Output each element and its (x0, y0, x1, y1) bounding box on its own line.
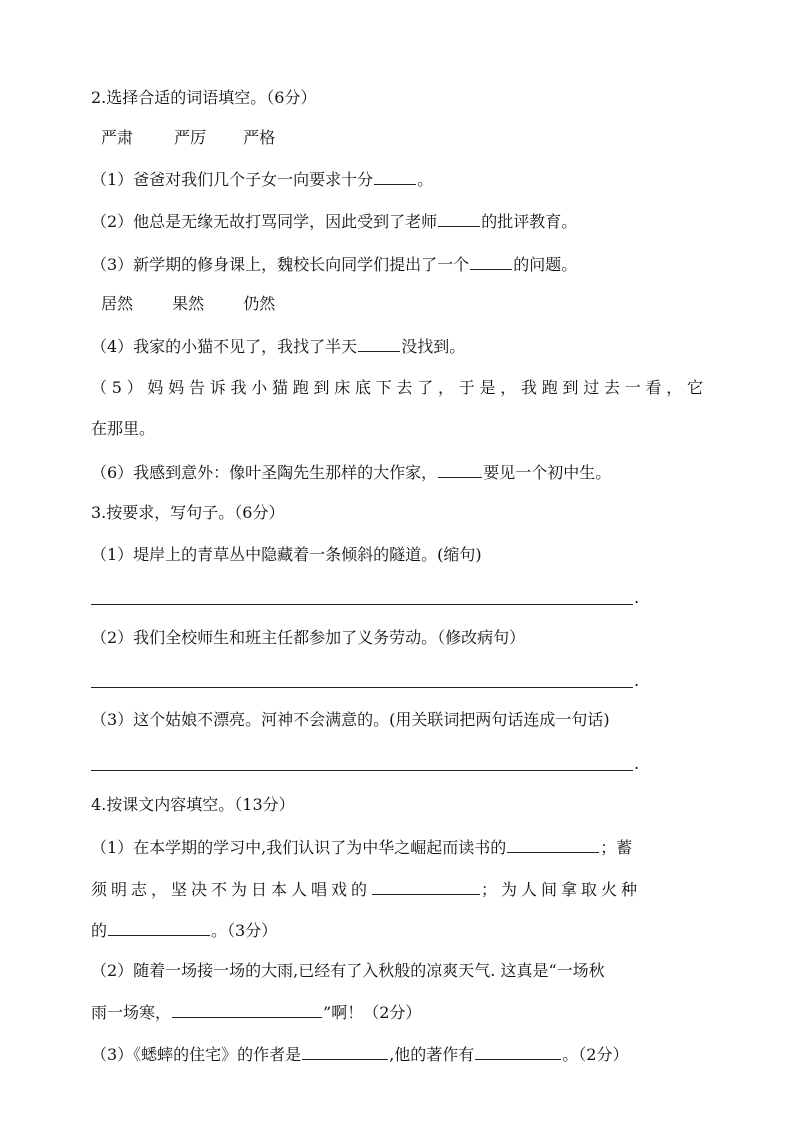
q4-item-1-line1: （1）在本学期的学习中,我们认识了为中华之崛起而读书的 ；蓄 (91, 838, 633, 857)
answer-blank[interactable] (302, 1043, 388, 1060)
answer-blank[interactable] (438, 210, 480, 227)
answer-blank[interactable] (372, 878, 480, 895)
q3-sentence-1: （1）堤岸上的青草丛中隐藏着一条倾斜的隧道。(缩句) (91, 545, 482, 564)
word-options-a (101, 127, 275, 149)
q2-item-3: （3）新学期的修身课上，魏校长向同学们提出了一个 的问题。 (91, 255, 578, 274)
q2-item-4: （4）我家的小猫不见了，我找了半天 没找到。 (91, 337, 466, 356)
q4-item-1-line2: 须明志，坚决不为日本人唱戏的 ；为人间拿取火种 (91, 880, 642, 899)
q2-title: 2.选择合适的词语填空。（6分） (91, 88, 317, 107)
q3-title: 3.按要求，写句子。（6分） (91, 503, 285, 522)
answer-line[interactable] (91, 770, 633, 771)
q4-title: 4.按课文内容填空。（13分） (91, 795, 295, 814)
end-mark: . (634, 588, 640, 607)
q2-item-5-line2: 在那里。 (91, 419, 156, 438)
answer-blank[interactable] (172, 1001, 322, 1018)
answer-blank[interactable] (470, 253, 512, 270)
word-option: 严厉 (174, 128, 207, 147)
answer-blank[interactable] (475, 1043, 561, 1060)
word-option: 严格 (243, 128, 276, 147)
q4-item-3: （3）《蟋蟀的住宅》的作者是 ,他的著作有 。（2分） (91, 1045, 629, 1064)
q3-sentence-3: （3）这个姑娘不漂亮。河神不会满意的。(用关联词把两句话连成一句话) (91, 710, 610, 729)
answer-blank[interactable] (358, 335, 400, 352)
q2-item-1: （1）爸爸对我们几个子女一向要求十分 。 (91, 170, 434, 189)
answer-blank[interactable] (108, 919, 210, 936)
word-option: 居然 (101, 294, 134, 313)
q4-item-1-line3: 的 。（3分） (91, 921, 278, 940)
answer-blank[interactable] (507, 836, 599, 853)
end-mark: . (634, 754, 640, 773)
q2-item-6: （6）我感到意外：像叶圣陶先生那样的大作家， 要见一个初中生。 (91, 463, 612, 482)
q4-item-2-line2: 雨一场寒， ”啊！（2分） (91, 1003, 422, 1022)
q4-item-2-line1: （2）随着一场接一场的大雨,已经有了入秋般的凉爽天气. 这真是“一场秋 (91, 961, 605, 980)
answer-blank[interactable] (374, 168, 416, 185)
q3-sentence-2: （2）我们全校师生和班主任都参加了义务劳动。（修改病句） (91, 628, 526, 647)
answer-line[interactable] (91, 604, 633, 605)
q2-item-2: （2）他总是无缘无故打骂同学，因此受到了老师 的批评教育。 (91, 212, 578, 231)
word-option: 仍然 (243, 294, 276, 313)
word-option: 严肃 (101, 128, 134, 147)
answer-blank[interactable] (438, 461, 482, 478)
q2-item-5-line1: （5）妈妈告诉我小猫跑到床底下去了，于是，我跑到过去一看，它 (91, 378, 703, 397)
word-option: 果然 (172, 294, 205, 313)
word-options-b (101, 293, 275, 315)
end-mark: . (634, 671, 640, 690)
answer-line[interactable] (91, 687, 633, 688)
